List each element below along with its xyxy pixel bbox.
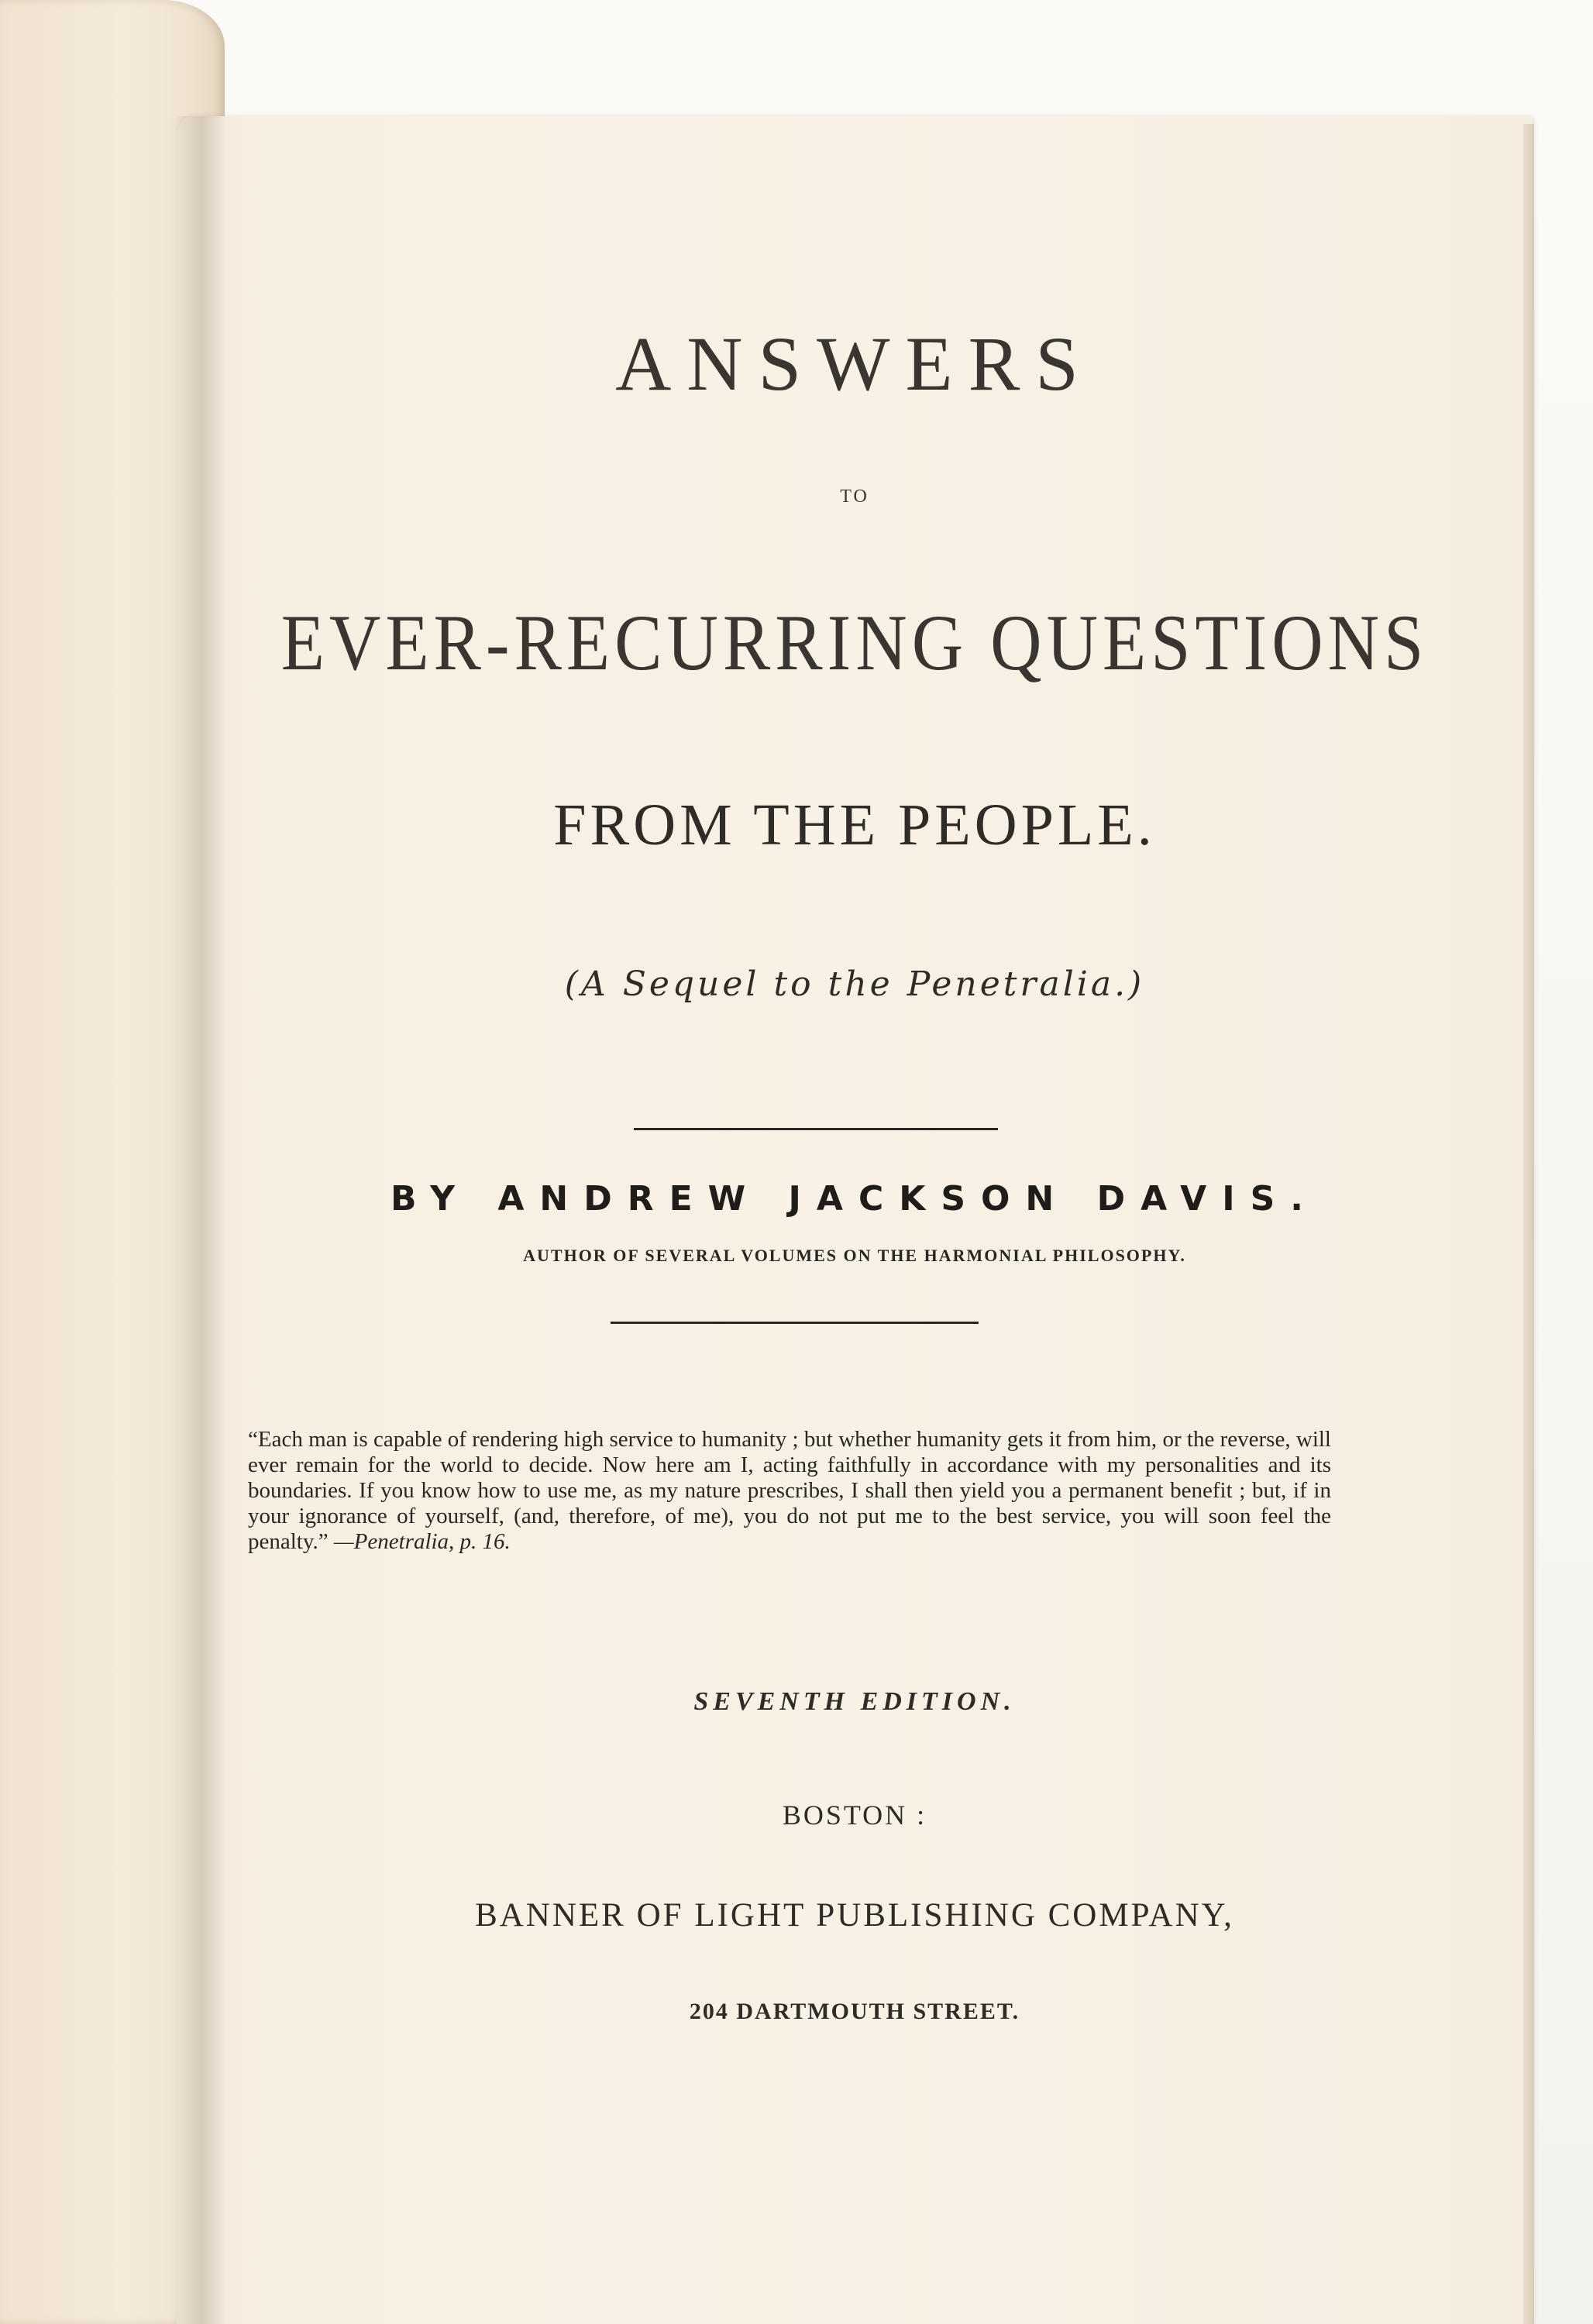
divider-rule: [634, 1128, 998, 1130]
title-line-3: FROM THE PEOPLE.: [553, 792, 1156, 858]
author-note: AUTHOR OF SEVERAL VOLUMES ON THE HARMONIAL PHILOSOPHY.: [523, 1246, 1186, 1265]
title-line-2: EVER-RECURRING QUESTIONS: [280, 598, 1429, 687]
publisher: BANNER OF LIGHT PUBLISHING COMPANY,: [475, 1897, 1234, 1934]
epigraph: [248, 1427, 1331, 1555]
address: 204 DARTMOUTH STREET.: [689, 1999, 1020, 2024]
epigraph-source: —Penetralia, p. 16.: [333, 1529, 511, 1554]
title-main: ANSWERS: [615, 321, 1094, 407]
subtitle: (A Sequel to the Penetralia.): [564, 964, 1145, 1004]
author-line: BY ANDREW JACKSON DAVIS.: [391, 1179, 1319, 1219]
epigraph-text: “Each man is capable of rendering high service to humanity ; but whether humanity gets it from him, or the reverse, will ever remain for the world to decide. Now here am I, acting faithfully in accordance with my personalities and its boundaries. If you know how to use me, as my nature prescribes, I shall then yield you a permanent benefit ; but, if in your ignorance of yourself, (and, therefore, of me), you do not put me to the best service, you will soon feel the penalty.”: [248, 1427, 1331, 1554]
divider-rule: [611, 1322, 979, 1324]
title-page-content: [177, 116, 1533, 2324]
edition: SEVENTH EDITION.: [693, 1687, 1016, 1716]
title-connector: TO: [840, 486, 869, 507]
city: BOSTON :: [782, 1800, 927, 1831]
